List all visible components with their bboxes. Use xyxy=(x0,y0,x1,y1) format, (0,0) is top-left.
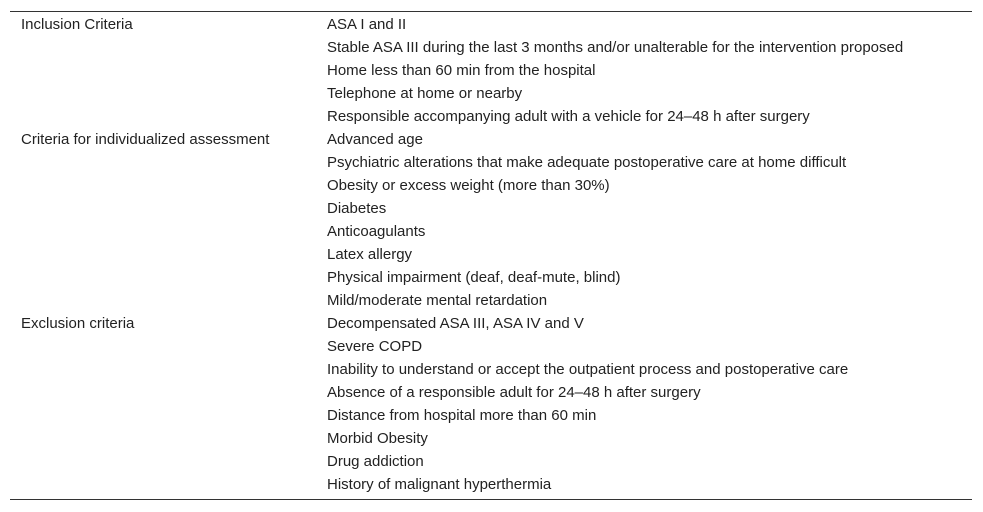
list-item: History of malignant hyperthermia xyxy=(327,476,552,493)
group-label: Inclusion Criteria xyxy=(21,16,133,33)
list-item: Inability to understand or accept the outpatient process and postoperative care xyxy=(327,361,849,378)
list-item: ASA I and II xyxy=(327,16,407,33)
list-item: Obesity or excess weight (more than 30%) xyxy=(327,177,610,194)
list-item: Physical impairment (deaf, deaf-mute, blind) xyxy=(327,269,621,286)
list-item: Home less than 60 min from the hospital xyxy=(327,62,596,79)
list-item: Psychiatric alterations that make adequate postoperative care at home difficult xyxy=(327,154,847,171)
list-item: Morbid Obesity xyxy=(327,430,428,447)
list-item: Responsible accompanying adult with a vehicle for 24–48 h after surgery xyxy=(327,108,810,125)
list-item: Mild/moderate mental retardation xyxy=(327,292,548,309)
group-label: Exclusion criteria xyxy=(21,315,135,332)
table-row-exclusion xyxy=(10,312,972,496)
list-item: Latex allergy xyxy=(327,246,413,263)
list-item: Anticoagulants xyxy=(327,223,426,240)
list-item: Drug addiction xyxy=(327,453,424,470)
list-item: Distance from hospital more than 60 min xyxy=(327,407,597,424)
list-item: Severe COPD xyxy=(327,338,423,355)
list-item: Telephone at home or nearby xyxy=(327,85,523,102)
list-item: Absence of a responsible adult for 24–48 h after surgery xyxy=(327,384,701,401)
group-items xyxy=(327,128,972,312)
table-bottom-rule xyxy=(10,499,972,500)
criteria-table xyxy=(10,11,972,500)
list-item: Diabetes xyxy=(327,200,387,217)
list-item: Decompensated ASA III, ASA IV and V xyxy=(327,315,584,332)
criteria-table-body xyxy=(10,13,972,496)
group-items xyxy=(327,13,972,128)
list-item: Stable ASA III during the last 3 months and/or unalterable for the intervention proposed xyxy=(327,39,904,56)
list-item: Advanced age xyxy=(327,131,423,148)
table-row-individualized xyxy=(10,128,972,312)
table-row-inclusion xyxy=(10,13,972,128)
group-label: Criteria for individualized assessment xyxy=(21,131,270,148)
group-items xyxy=(327,312,972,496)
